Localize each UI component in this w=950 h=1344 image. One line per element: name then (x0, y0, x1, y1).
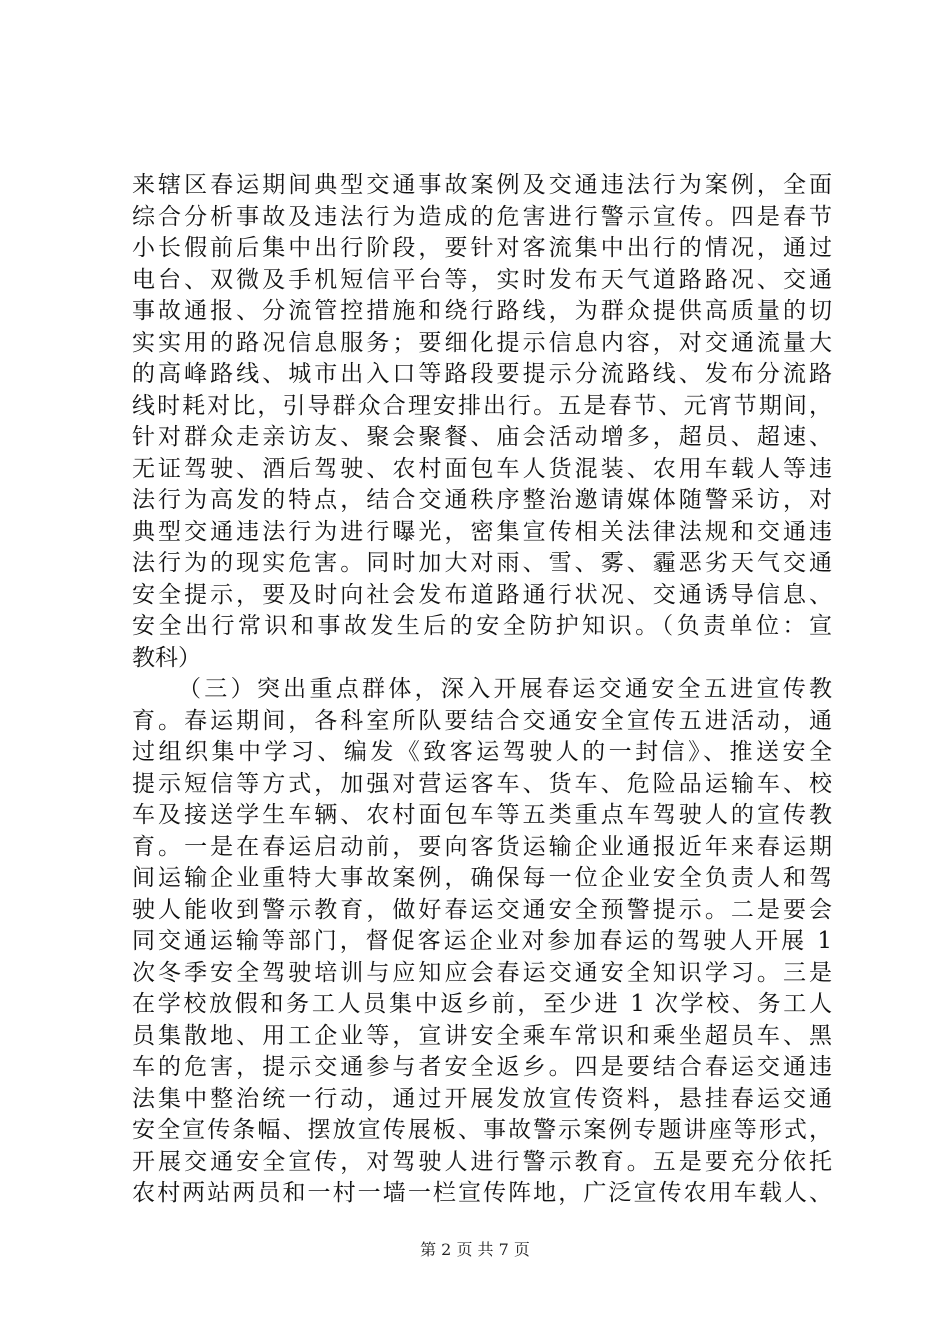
text-line: 教科） (132, 644, 201, 671)
text-line: 针对群众走亲访友、聚会聚餐、庙会活动增多，超员、超速、 (132, 424, 832, 450)
text-line: 农村两站两员和一村一墙一栏宣传阵地，广泛宣传农用车载人、 (132, 1180, 832, 1206)
text-line: （三）突出重点群体，深入开展春运交通安全五进宣传教 (178, 676, 832, 702)
text-line: 车的危害，提示交通参与者安全返乡。四是要结合春运交通违 (132, 1054, 832, 1080)
text-line: 过组织集中学习、编发《致客运驾驶人的一封信》、推送安全 (132, 739, 832, 765)
text-line: 次冬季安全驾驶培训与应知应会春运交通安全知识学习。三是 (132, 959, 832, 986)
text-line: 车及接送学生车辆、农村面包车等五类重点车驾驶人的宣传教 (132, 802, 832, 828)
text-line: 综合分析事故及违法行为造成的危害进行警示宣传。四是春节 (132, 203, 832, 230)
text-line: 法行为的现实危害。同时加大对雨、雪、雾、霾恶劣天气交通 (132, 550, 832, 576)
text-line: 育。一是在春运启动前，要向客货运输企业通报近年来春运期 (132, 833, 832, 860)
page-footer: 第 2 页 共 7 页 (420, 1240, 530, 1259)
text-line: 无证驾驶、酒后驾驶、农村面包车人货混装、农用车载人等违 (132, 455, 832, 482)
text-line: 法集中整治统一行动，通过开展发放宣传资料，悬挂春运交通 (132, 1085, 832, 1112)
text-line: 小长假前后集中出行阶段，要针对客流集中出行的情况，通过 (132, 235, 832, 261)
text-line: 育。春运期间，各科室所队要结合交通安全宣传五进活动，通 (132, 707, 832, 734)
text-line: 驶人能收到警示教育，做好春运交通安全预警提示。二是要会 (132, 896, 832, 923)
text-line: 法行为高发的特点，结合交通秩序整治邀请媒体随警采访，对 (132, 487, 832, 513)
text-line: 来辖区春运期间典型交通事故案例及交通违法行为案例，全面 (132, 172, 832, 198)
text-line: 提示短信等方式，加强对营运客车、货车、危险品运输车、校 (132, 770, 832, 797)
text-line: 在学校放假和务工人员集中返乡前，至少进 1 次学校、务工人 (132, 991, 832, 1017)
text-line: 员集散地、用工企业等，宣讲安全乘车常识和乘坐超员车、黑 (132, 1022, 832, 1049)
text-line: 间运输企业重特大事故案例，确保每一位企业安全负责人和驾 (132, 865, 832, 891)
document-body (132, 170, 832, 1210)
text-line: 线时耗对比，引导群众合理安排出行。五是春节、元宵节期间， (132, 392, 832, 419)
text-line: 典型交通违法行为进行曝光，密集宣传相关法律法规和交通违 (132, 518, 832, 545)
text-line: 安全提示，要及时向社会发布道路通行状况、交通诱导信息、 (132, 581, 832, 608)
text-line: 的高峰路线、城市出入口等路段要提示分流路线、发布分流路 (132, 361, 832, 387)
text-line: 实实用的路况信息服务；要细化提示信息内容，对交通流量大 (132, 329, 832, 356)
text-line: 同交通运输等部门，督促客运企业对参加春运的驾驶人开展 1 (132, 928, 832, 954)
text-line: 安全出行常识和事故发生后的安全防护知识。（负责单位：宣 (132, 613, 832, 639)
text-line: 事故通报、分流管控措施和绕行路线，为群众提供高质量的切 (132, 298, 832, 324)
text-line: 电台、双微及手机短信平台等，实时发布天气道路路况、交通 (132, 266, 832, 293)
text-line: 开展交通安全宣传，对驾驶人进行警示教育。五是要充分依托 (132, 1148, 832, 1175)
text-line: 安全宣传条幅、摆放宣传展板、事故警示案例专题讲座等形式， (132, 1117, 832, 1143)
